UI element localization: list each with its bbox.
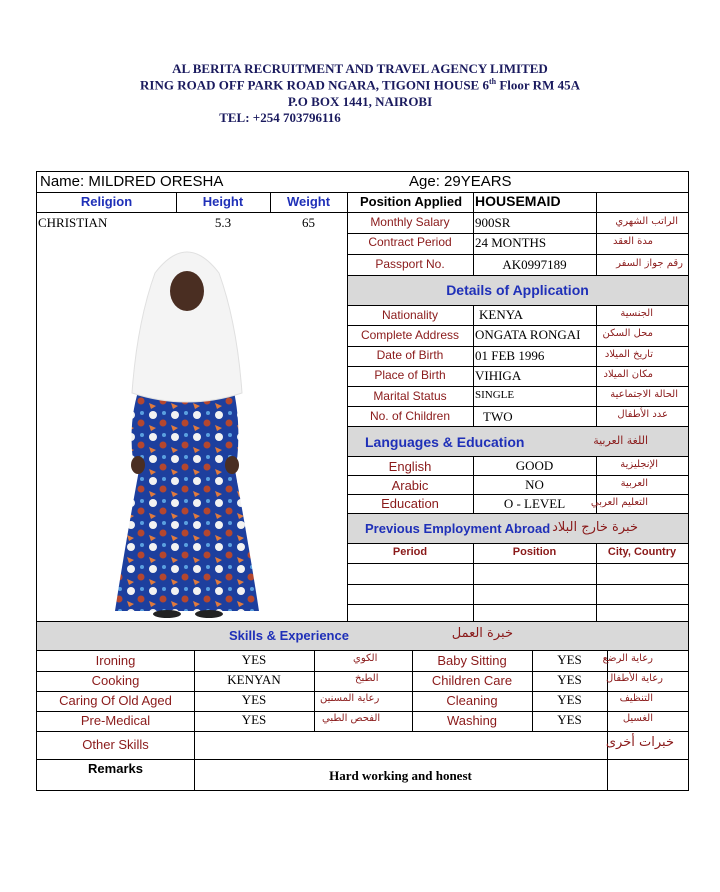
pre-medical-label: Pre-Medical <box>80 713 151 728</box>
children-care-value: YES <box>557 672 582 687</box>
nationality-label: Nationality <box>381 308 439 322</box>
salary-value: 900SR <box>475 215 511 230</box>
employment-title-arabic: خبرة خارج البلاد <box>552 520 638 535</box>
address-label: Complete Address <box>360 328 460 342</box>
education-value: O - LEVEL <box>503 496 566 511</box>
arabic-value: NO <box>525 477 544 492</box>
weight-value: 65 <box>302 215 315 230</box>
weight-header: Weight <box>286 194 331 209</box>
nationality-arabic: الجنسية <box>620 308 653 319</box>
old-aged-label: Caring Of Old Aged <box>59 693 172 708</box>
passport-label: Passport No. <box>375 257 445 271</box>
languages-title-arabic: اللغة العربية <box>593 434 648 447</box>
agency-address <box>0 77 720 93</box>
skills-title: Skills & Experience <box>229 628 349 643</box>
passport-arabic: رقم جواز السفر <box>616 258 683 269</box>
skills-title-arabic: خبرة العمل <box>451 626 513 641</box>
address-arabic: محل السكن <box>602 328 653 339</box>
english-arabic: الإنجليزية <box>620 459 658 470</box>
english-label: English <box>388 459 432 474</box>
location-header: City, Country <box>607 546 677 558</box>
remarks-value: Hard working and honest <box>329 768 472 783</box>
agency-tel: TEL: +254 703796116 <box>219 110 341 125</box>
religion-value: CHRISTIAN <box>38 215 108 230</box>
cleaning-arabic: التنظيف <box>619 693 653 704</box>
candidate-photo <box>37 233 347 621</box>
address-floor: Floor RM 45A <box>496 77 580 93</box>
candidate-name: Name: MILDRED ORESHA <box>40 173 224 190</box>
skills-band <box>37 621 688 650</box>
height-value: 5.3 <box>214 215 232 230</box>
religion-header: Religion <box>80 194 133 209</box>
children-value: TWO <box>483 409 513 424</box>
ironing-value: YES <box>241 652 267 667</box>
application-form <box>36 171 689 791</box>
employment-title: Previous Employment Abroad <box>365 521 551 536</box>
address-line: RING ROAD OFF PARK ROAD NGARA, TIGONI HOUSE 6 <box>140 77 489 93</box>
dob-label: Date of Birth <box>376 348 444 362</box>
languages-title: Languages & Education <box>365 434 525 450</box>
english-value: GOOD <box>515 458 554 473</box>
details-title: Details of Application <box>446 282 589 298</box>
children-label: No. of Children <box>369 409 451 423</box>
baby-sitting-value: YES <box>557 652 582 667</box>
pob-arabic: مكان الميلاد <box>603 369 653 380</box>
arabic-label: Arabic <box>391 478 429 493</box>
old-aged-value: YES <box>241 692 267 707</box>
cooking-value: KENYAN <box>227 672 281 687</box>
education-arabic: التعليم العربي <box>590 497 648 508</box>
position-value: HOUSEMAID <box>475 193 561 209</box>
children-care-label: Children Care <box>431 673 513 688</box>
children-care-arabic: رعاية الأطفال <box>606 673 663 684</box>
salary-arabic: الراتب الشهري <box>615 216 678 227</box>
agency-po-box: P.O BOX 1441, NAIROBI <box>287 94 433 109</box>
ironing-arabic: الكوي <box>353 653 378 664</box>
cleaning-label: Cleaning <box>446 693 498 708</box>
ironing-label: Ironing <box>95 653 136 668</box>
washing-value: YES <box>557 712 582 727</box>
dob-value: 01 FEB 1996 <box>475 348 545 363</box>
cooking-arabic: الطبخ <box>355 673 379 684</box>
pob-value: VIHIGA <box>475 368 522 383</box>
dob-arabic: تاريخ الميلاد <box>604 349 653 360</box>
education-label: Education <box>381 496 439 511</box>
pre-medical-arabic: الفحص الطبي <box>322 713 381 724</box>
baby-sitting-label: Baby Sitting <box>437 653 507 668</box>
marital-arabic: الحالة الاجتماعية <box>610 389 678 400</box>
height-header: Height <box>202 194 244 209</box>
salary-label: Monthly Salary <box>370 215 450 229</box>
marital-value: SINGLE <box>475 389 515 401</box>
pre-medical-value: YES <box>241 712 267 727</box>
candidate-age: Age: 29YEARS <box>409 173 512 190</box>
washing-arabic: الغسيل <box>622 713 653 724</box>
cleaning-value: YES <box>557 692 582 707</box>
marital-label: Marital Status <box>373 389 447 403</box>
contract-value: 24 MONTHS <box>475 235 547 250</box>
agency-name: AL BERITA RECRUITMENT AND TRAVEL AGENCY LIMITED <box>172 61 548 76</box>
old-aged-arabic: رعاية المسنين <box>320 693 380 704</box>
nationality-value: KENYA <box>479 307 524 322</box>
remarks-label: Remarks <box>88 761 143 776</box>
baby-sitting-arabic: رعاية الرضع <box>602 653 653 664</box>
contract-arabic: مدة العقد <box>613 236 653 247</box>
contract-label: Contract Period <box>368 235 452 249</box>
position-header: Position <box>512 546 557 558</box>
passport-value: AK0997189 <box>502 257 567 272</box>
other-skills-arabic: خبرات أخرى <box>605 735 674 750</box>
pob-label: Place of Birth <box>374 368 446 382</box>
washing-label: Washing <box>446 713 498 728</box>
address-value: ONGATA RONGAI <box>475 327 581 342</box>
position-label: Position Applied <box>359 194 463 209</box>
period-header: Period <box>392 546 428 558</box>
children-arabic: عدد الأطفال <box>617 409 668 420</box>
arabic-arabic: العربية <box>620 478 648 489</box>
cooking-label: Cooking <box>91 673 140 688</box>
floor-superscript: th <box>488 77 497 86</box>
other-skills-label: Other Skills <box>82 737 149 752</box>
